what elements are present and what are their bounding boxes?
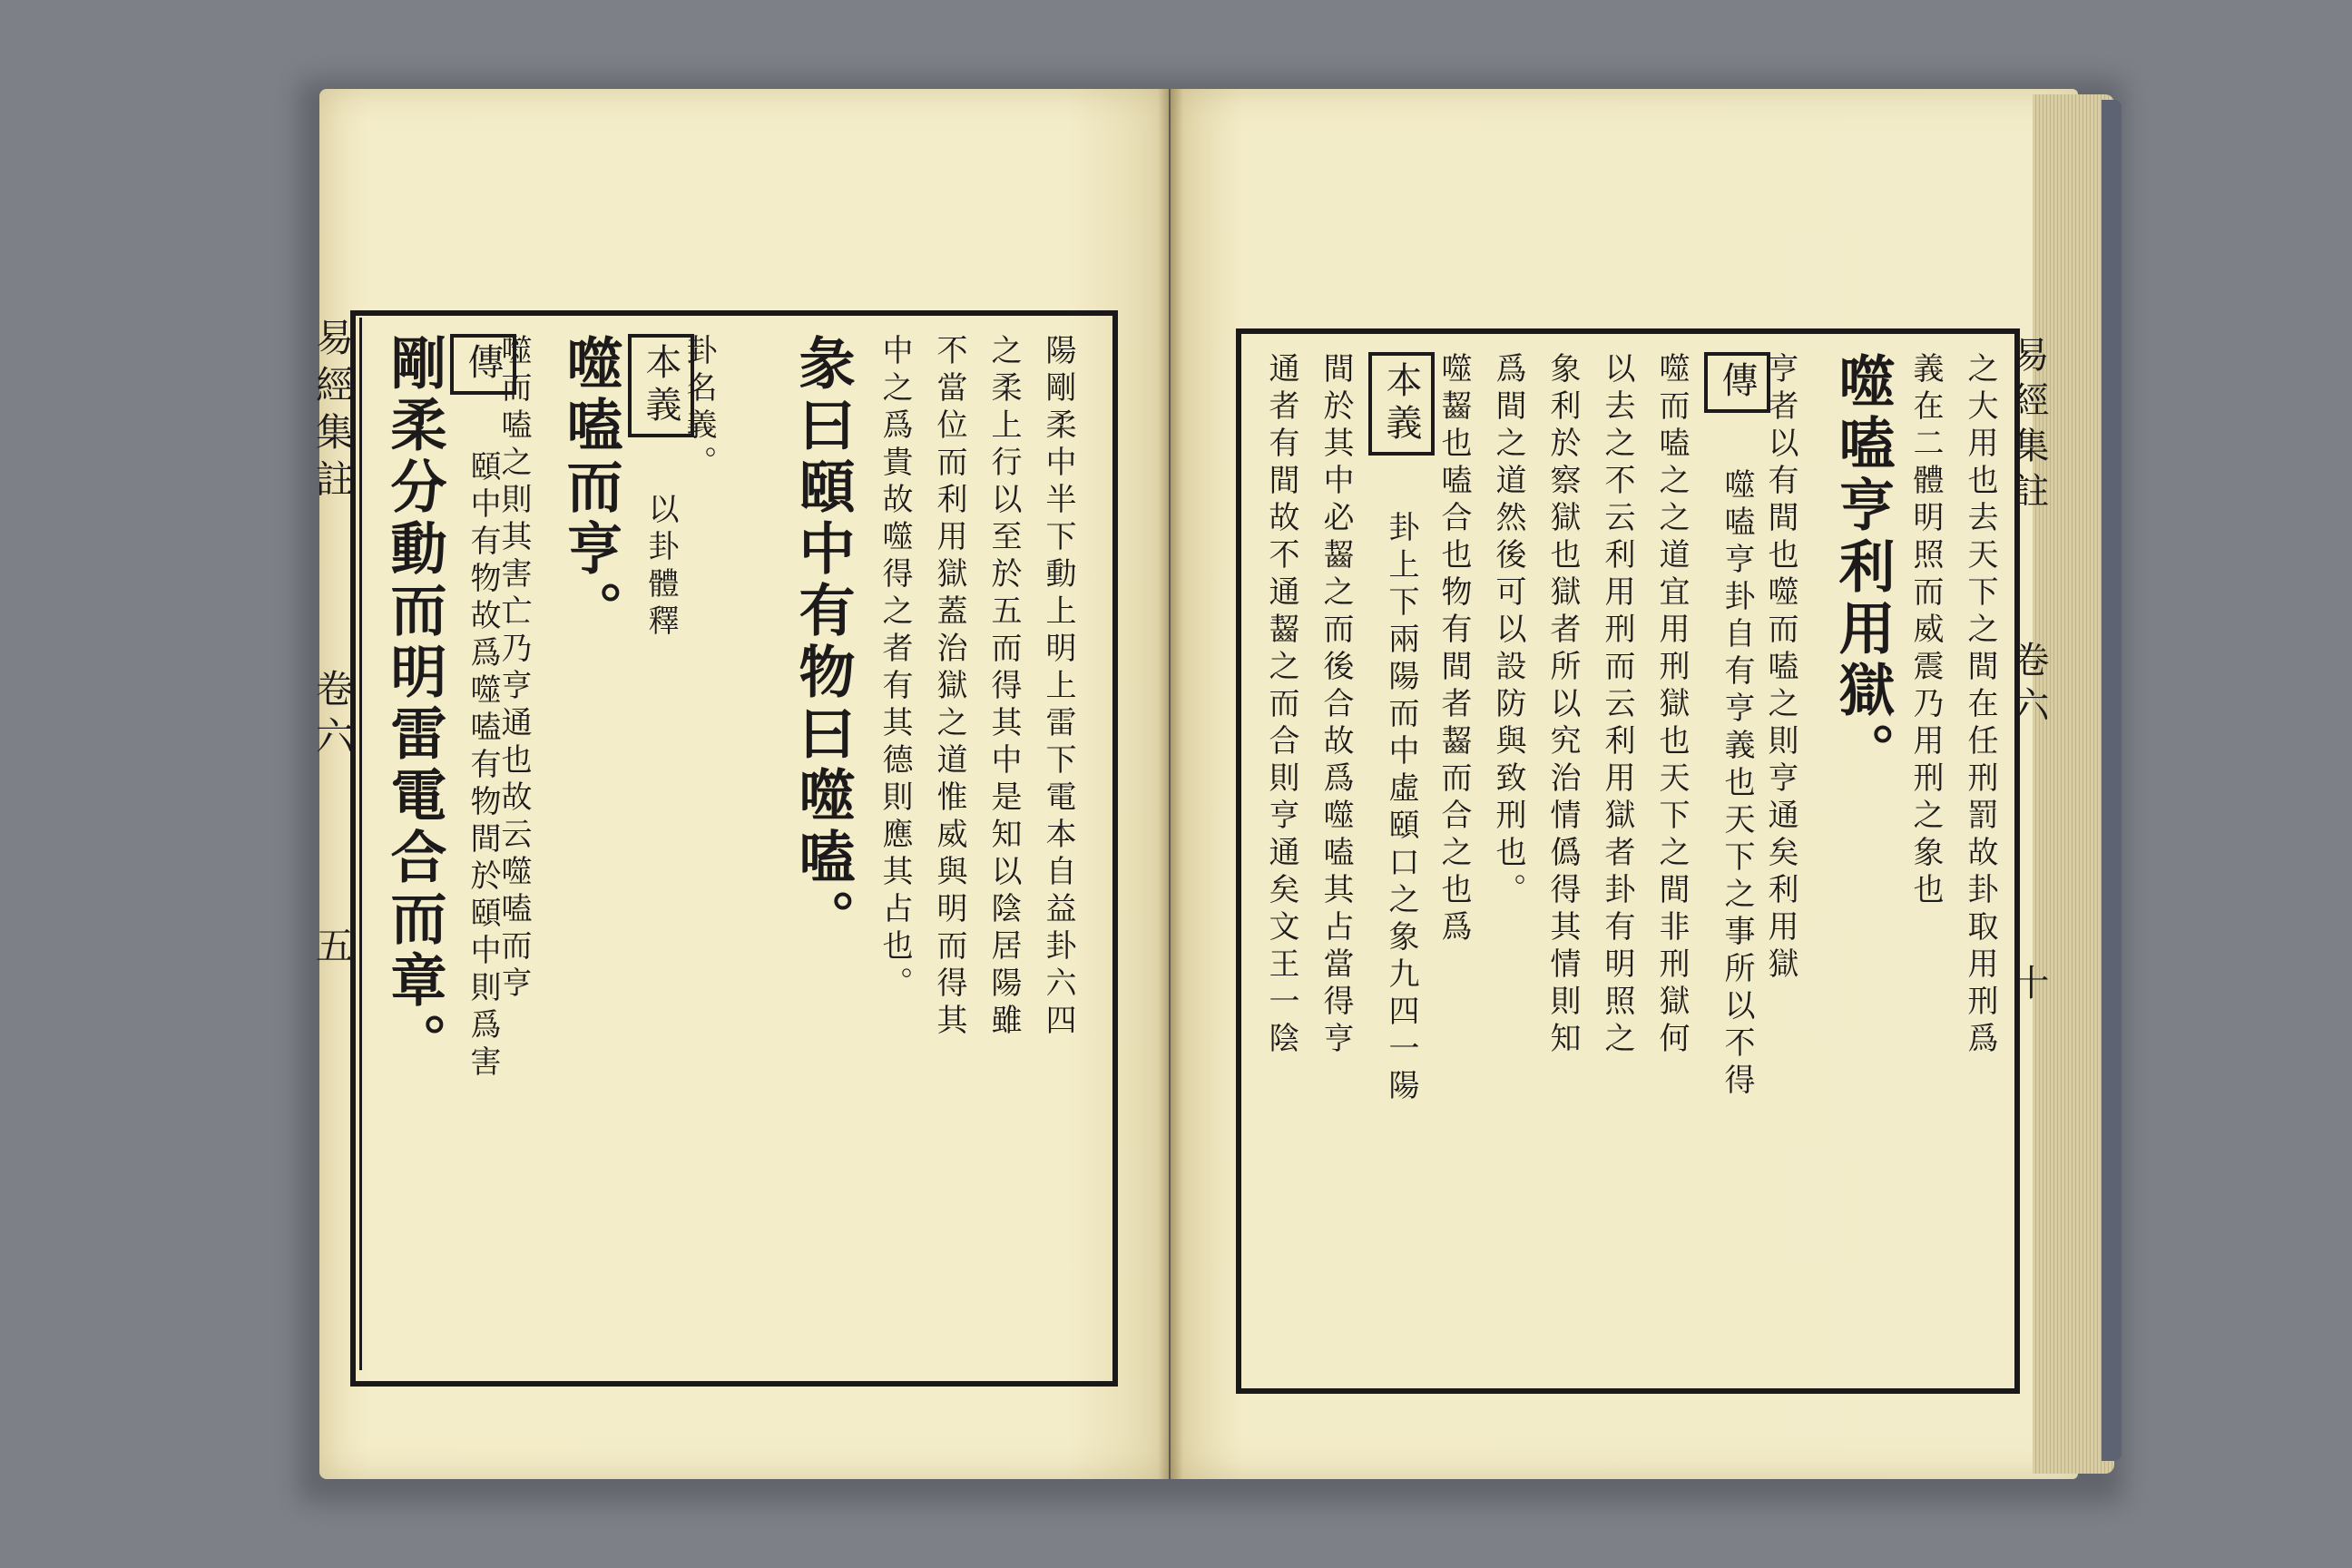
text-column: 陽剛柔中半下動上明上雷下電本自益卦六四: [1040, 334, 1076, 1041]
text-column: [1368, 352, 1435, 1106]
text-column: 噬而嗑之之道宜用刑獄也天下之間非刑獄何: [1653, 352, 1690, 1059]
text-column: 之大用也去天下之間在任刑罰故卦取用刑爲: [1962, 352, 1998, 1059]
text-column: 爲間之道然後可以設防與致刑也。: [1490, 352, 1526, 910]
right-text-frame: [1236, 328, 2020, 1394]
text-column: 不當位而利用獄蓋治獄之道惟威與明而得其: [931, 334, 967, 1041]
text-column: 彖曰頤中有物曰噬嗑。: [789, 334, 856, 951]
text-column: 間於其中必齧之而後合故爲噬嗑其占當得亨: [1318, 352, 1354, 1059]
cover-edge: [2102, 100, 2122, 1461]
benyi-badge: 本義: [628, 334, 694, 437]
left-margin-page: 五: [310, 926, 355, 973]
book-gutter: [1158, 89, 1183, 1479]
text-lead: 以卦體釋: [642, 493, 679, 642]
text-column: 噬齧也嗑合也物有間者齧而合之也爲: [1436, 352, 1472, 947]
text-column: 象利於察獄也獄者所以究治情僞得其情則知: [1544, 352, 1581, 1059]
text-column: 以去之不云利用刑而云利用獄者卦有明照之: [1599, 352, 1635, 1059]
text-column: 亨者以有間也噬而嗑之則亨通矣利用獄: [1762, 352, 1798, 985]
zhuan-badge: 傳: [1704, 352, 1770, 413]
text-column: 卦名義。: [681, 334, 717, 483]
zhuan-badge: 傳: [450, 334, 516, 395]
text-column: 之柔上行以至於五而得其中是知以陰居陽雖: [985, 334, 1022, 1041]
right-margin-volume: 卷六: [2007, 641, 2049, 731]
left-text-frame: [350, 310, 1118, 1387]
right-margin-column: [2004, 336, 2054, 1334]
text-column: 噬嗑亨利用獄。: [1829, 352, 1896, 784]
left-margin-title: 易經集註: [310, 318, 355, 506]
text-column: 義在二體明照而威震乃用刑之象也: [1907, 352, 1944, 910]
right-margin-title: 易經集註: [2007, 336, 2049, 517]
text-column: 剛柔分動而明雷電合而章。: [381, 334, 447, 1074]
text-column: 中之爲貴故噬得之者有其德則應其占也。: [877, 334, 913, 1004]
text-body: 卦上下兩陽而中虛頤口之象九四一陽: [1383, 511, 1419, 1106]
right-margin-page: 十: [2007, 964, 2049, 1009]
text-column: 噬而嗑之則其害亡乃亨通也故云噬嗑而亨: [495, 334, 532, 1004]
benyi-badge: 本義: [1368, 352, 1435, 456]
text-lead: 頤中有物故爲噬嗑有物間於頤中則爲害: [465, 450, 501, 1083]
text-column: 噬嗑而亨。: [557, 334, 623, 642]
left-margin-volume: 卷六: [310, 669, 355, 763]
text-column: 通者有間故不通齧之而合則亨通矣文王一陰: [1263, 352, 1299, 1059]
text-lead: 噬嗑亨卦自有亨義也天下之事所以不得: [1719, 468, 1755, 1101]
